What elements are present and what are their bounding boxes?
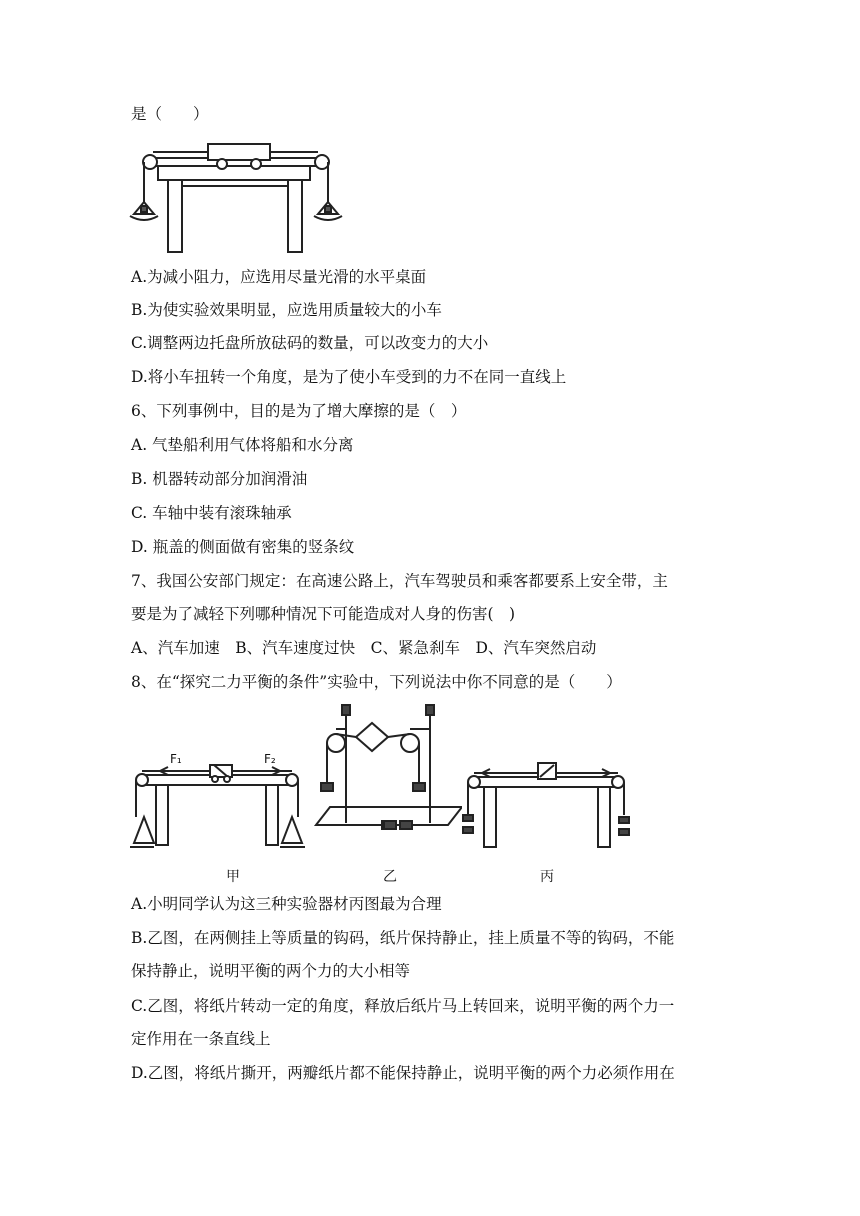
- option-5c: C.调整两边托盘所放砝码的数量，可以改变力的大小: [131, 334, 489, 352]
- option-8b-line2: 保持静止，说明平衡的两个力的大小相等: [131, 962, 411, 980]
- question-7-stem-line1: 7、我国公安部门规定：在高速公路上，汽车驾驶员和乘客都要系上安全带，主: [131, 572, 668, 590]
- caption-bing: 丙: [540, 869, 554, 885]
- caption-jia: 甲: [226, 869, 240, 885]
- force-label-f2: F₂: [264, 752, 276, 766]
- caption-yi: 乙: [383, 869, 397, 885]
- option-8b-line1: B.乙图，在两侧挂上等质量的钩码，纸片保持静止，挂上质量不等的钩码，不能: [131, 929, 675, 947]
- figure-yi: [312, 703, 462, 843]
- option-6a: A. 气垫船利用气体将船和水分离: [131, 436, 354, 454]
- force-label-f1: F₁: [170, 752, 182, 766]
- cart-table-figure: [128, 136, 343, 258]
- option-5b: B.为使实验效果明显，应选用质量较大的小车: [131, 301, 442, 319]
- option-6c: C. 车轴中装有滚珠轴承: [131, 504, 292, 522]
- figure-jia: [130, 745, 305, 850]
- question-8-stem: 8、在“探究二力平衡的条件”实验中，下列说法中你不同意的是（ ）: [131, 673, 622, 691]
- option-8a: A.小明同学认为这三种实验器材丙图最为合理: [131, 895, 442, 913]
- question-7-options: A、汽车加速 B、汽车速度过快 C、紧急刹车 D、汽车突然启动: [131, 639, 597, 657]
- option-6b: B. 机器转动部分加润滑油: [131, 470, 308, 488]
- question-7-stem-line2: 要是为了减轻下列哪种情况下可能造成对人身的伤害( ): [131, 605, 516, 623]
- figure-bing: [462, 755, 632, 855]
- option-6d: D. 瓶盖的侧面做有密集的竖条纹: [131, 538, 355, 556]
- option-5a: A.为减小阻力，应选用尽量光滑的水平桌面: [131, 268, 427, 286]
- option-8c-line1: C.乙图，将纸片转动一定的角度，释放后纸片马上转回来，说明平衡的两个力一: [131, 997, 675, 1015]
- question-6-stem: 6、下列事例中，目的是为了增大摩擦的是（ ）: [131, 402, 467, 420]
- option-8d-line1: D.乙图，将纸片撕开，两瓣纸片都不能保持静止，说明平衡的两个力必须作用在: [131, 1064, 675, 1082]
- option-5d: D.将小车扭转一个角度，是为了使小车受到的力不在同一直线上: [131, 368, 567, 386]
- option-8c-line2: 定作用在一条直线上: [131, 1030, 271, 1048]
- question-5-stem-tail: 是（ ）: [131, 105, 209, 123]
